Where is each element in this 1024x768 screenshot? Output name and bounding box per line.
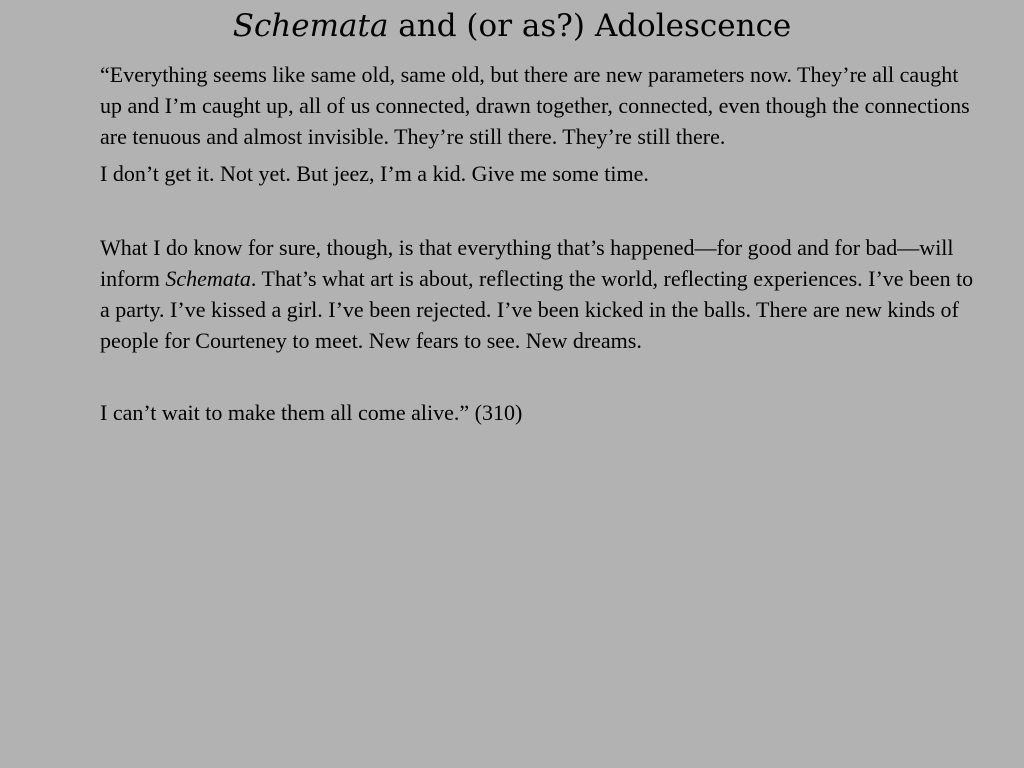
quote-paragraph-2: I don’t get it. Not yet. But jeez, I’m a kid. Give me some time. (100, 161, 649, 186)
quote-paragraph-3 (100, 232, 980, 356)
quote-paragraph-4: I can’t wait to make them all come alive.” (310) (100, 400, 523, 425)
quote-body (100, 59, 980, 428)
paragraph-3-italic-title: Schemata (165, 266, 251, 291)
title-rest: and (or as?) Adolescence (388, 8, 792, 44)
title-italic-part: Schemata (232, 8, 389, 44)
slide-title (0, 4, 1024, 48)
quote-paragraph-1: “Everything seems like same old, same old, but there are new parameters now. They’re all caught up and I’m caught up, all of us connected, drawn together, connected, even though the connections are tenuous and almost invisible. They’re still there. They’re still there. (100, 62, 970, 149)
paragraph-3-text-after: . That’s what art is about, reflecting the world, reflecting experiences. I’ve been to a party. I’ve kissed a girl. I’ve been rejected. I’ve been kicked in the balls. There are new kinds of people for Courteney to meet. New fears to see. New dreams. (100, 266, 974, 353)
paragraph-3-text-before: What I do know for sure, though, is that everything that’s happened—for good and for bad—will inform (100, 235, 954, 291)
